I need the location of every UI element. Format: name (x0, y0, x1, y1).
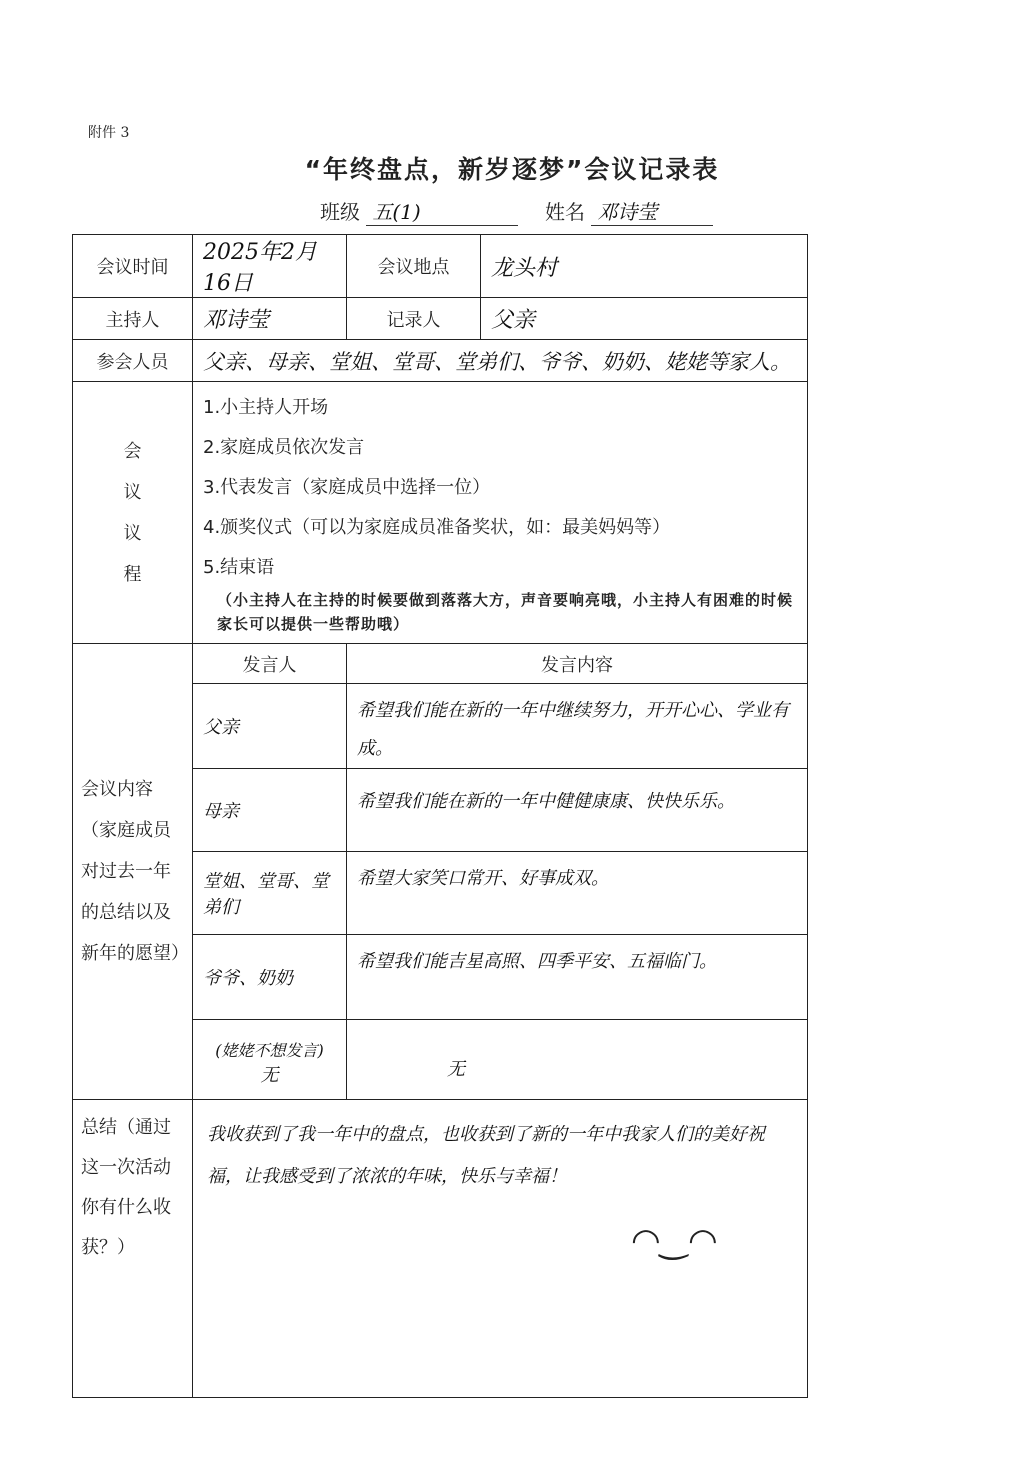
name-field (545, 196, 713, 226)
speaker-cell (193, 1020, 347, 1100)
agenda-items (193, 382, 808, 644)
speech-cell: 希望我们能吉星高照、四季平安、五福临门。 (347, 935, 808, 1020)
class-field (320, 196, 518, 226)
speech-cell: 希望大家笑口常开、好事成双。 (347, 852, 808, 935)
agenda-item: 1.小主持人开场 (203, 397, 329, 418)
agenda-note: （小主持人在主持的时候要做到落落大方，声音要响亮哦，小主持人有困难的时候家长可以提供一些帮助哦） (217, 591, 794, 633)
time-label: 会议时间 (73, 235, 193, 298)
agenda-label-char: 议 (123, 481, 142, 503)
page-title: “年终盘点，新岁逐梦”会议记录表 (304, 155, 720, 184)
time-value: 2025年2月16日 (193, 235, 347, 298)
speaker-name: 无 (260, 1065, 279, 1086)
speaker-cell: 父亲 (193, 684, 347, 769)
host-label: 主持人 (73, 298, 193, 340)
summary-text: 我收获到了我一年中的盘点，也收获到了新的一年中我家人们的美好祝福，让我感受到了浓浓的年味，快乐与幸福！ (207, 1124, 765, 1187)
agenda-label-char: 会 (123, 440, 142, 462)
host-value: 邓诗莹 (193, 298, 347, 340)
speech-cell: 无 (347, 1020, 808, 1100)
speech-cell: 希望我们能在新的一年中健健康康、快快乐乐。 (347, 769, 808, 852)
agenda-item: 2.家庭成员依次发言 (203, 437, 365, 458)
attendees-value: 父亲、母亲、堂姐、堂哥、堂弟们、爷爷、奶奶、姥姥等家人。 (193, 340, 808, 382)
agenda-item: 5.结束语 (203, 557, 275, 578)
attachment-label: 附件 3 (88, 125, 130, 141)
speaker-cell: 堂姐、堂哥、堂弟们 (193, 852, 347, 935)
recorder-label: 记录人 (347, 298, 481, 340)
agenda-label-char: 程 (123, 563, 142, 585)
summary-cell (193, 1100, 808, 1398)
class-label: 班级 (320, 200, 360, 224)
summary-label: 总结（通过这一次活动你有什么收获？） (73, 1100, 193, 1398)
agenda-item: 4.颁奖仪式（可以为家庭成员准备奖状，如：最美妈妈等） (203, 517, 671, 538)
class-value: 五(1) (366, 196, 518, 226)
agenda-label-char: 议 (123, 522, 142, 544)
agenda-label (73, 382, 193, 644)
name-value: 邓诗莹 (591, 196, 713, 226)
meeting-record-table (72, 234, 808, 1398)
content-label: 会议内容（家庭成员对过去一年的总结以及新年的愿望） (73, 644, 193, 1100)
speech-cell: 希望我们能在新的一年中继续努力，开开心心、学业有成。 (347, 684, 808, 769)
agenda-item: 3.代表发言（家庭成员中选择一位） (203, 477, 491, 498)
speaker-note: (姥姥不想发言) (215, 1041, 324, 1060)
speech-header: 发言内容 (347, 644, 808, 684)
speaker-cell: 爷爷、奶奶 (193, 935, 347, 1020)
speaker-header: 发言人 (193, 644, 347, 684)
place-label: 会议地点 (347, 235, 481, 298)
smiley-doodle: ◠‿◠ (631, 1221, 718, 1261)
attendees-label: 参会人员 (73, 340, 193, 382)
recorder-value: 父亲 (481, 298, 808, 340)
place-value: 龙头村 (481, 235, 808, 298)
speaker-cell: 母亲 (193, 769, 347, 852)
name-label: 姓名 (545, 200, 585, 224)
